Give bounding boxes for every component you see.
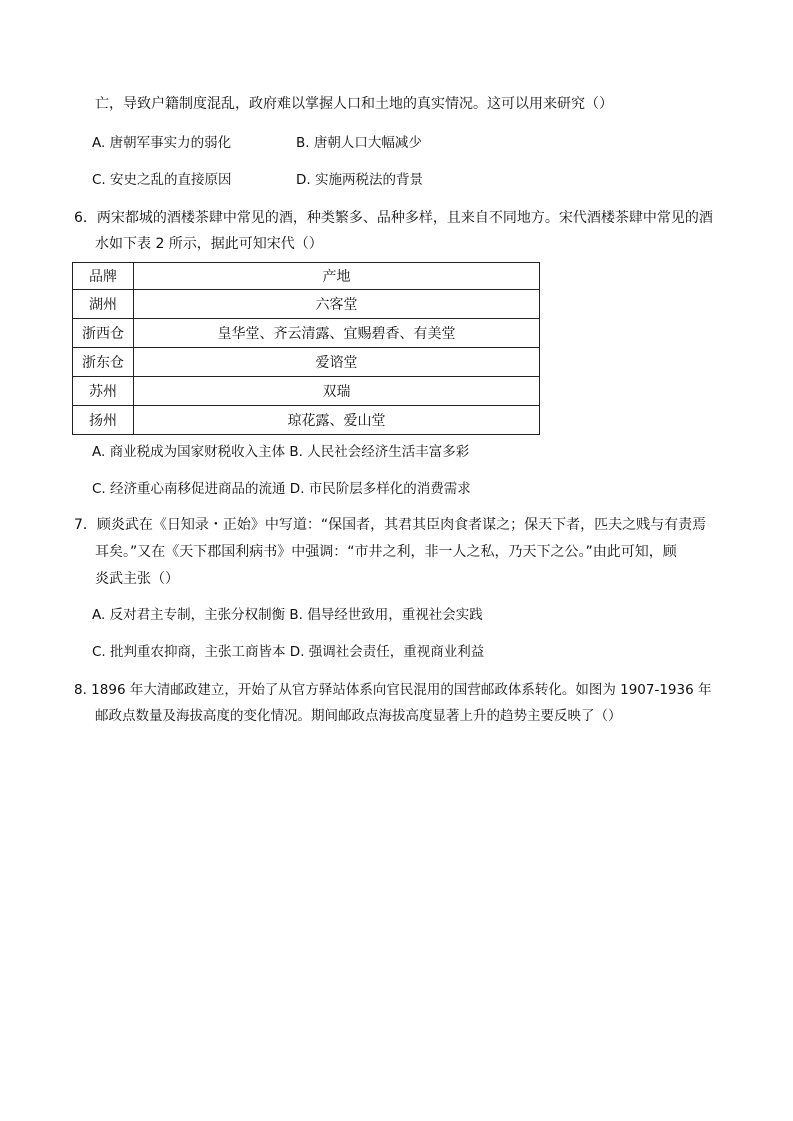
- q6-options-cd: C. 经济重心南移促进商品的流通 D. 市民阶层多样化的消费需求: [92, 481, 471, 497]
- q6-options-ab: A. 商业税成为国家财税收入主体 B. 人民社会经济生活丰富多彩: [92, 444, 470, 460]
- q7-stem-line1: 7．顾炎武在《日知录・正始》中写道：“保国者，其君其臣肉食者谋之；保天下者，匹夫之贱与有责焉: [74, 517, 707, 533]
- wine-table: [72, 262, 540, 435]
- table-row: [73, 406, 540, 435]
- table-cell: 浙东仓: [73, 348, 134, 377]
- q7-options-cd: C. 批判重农抑商，主张工商皆本 D. 强调社会责任，重视商业利益: [92, 644, 485, 660]
- table-row: [73, 290, 540, 319]
- table-header-row: [73, 263, 540, 290]
- q8-stem-line2: 邮政点数量及海拔高度的变化情况。期间邮政点海拔高度显著上升的趋势主要反映了（）: [95, 708, 622, 724]
- q5-option-c: C. 安史之乱的直接原因: [92, 172, 232, 188]
- table-cell: 双瑞: [134, 377, 540, 406]
- q5-option-d: D. 实施两税法的背景: [296, 172, 423, 188]
- q7-stem-line2: 耳矣。”又在《天下郡国利病书》中强调：“市井之利，非一人之私，乃天下之公。”由此可知，顾: [95, 544, 677, 560]
- table-row: [73, 348, 540, 377]
- q5-stem-tail: 亡，导致户籍制度混乱，政府难以掌握人口和土地的真实情况。这可以用来研究（）: [95, 96, 613, 112]
- table-cell: 浙西仓: [73, 319, 134, 348]
- q5-option-b: B. 唐朝人口大幅减少: [296, 135, 422, 151]
- table-cell: 六客堂: [134, 290, 540, 319]
- table-header-cell: 品牌: [73, 263, 134, 290]
- q7-options-ab: A. 反对君主专制，主张分权制衡 B. 倡导经世致用，重视社会实践: [92, 607, 483, 623]
- table-cell: 苏州: [73, 377, 134, 406]
- q7-stem-line3: 炎武主张（）: [95, 571, 179, 587]
- table-cell: 皇华堂、齐云清露、宜赐碧香、有美堂: [134, 319, 540, 348]
- q6-stem-line2: 水如下表 2 所示，据此可知宋代（）: [95, 236, 323, 252]
- table-row: [73, 319, 540, 348]
- table-cell: 湖州: [73, 290, 134, 319]
- q8-stem-line1: 8. 1896 年大清邮政建立，开始了从官方驿站体系向官民混用的国营邮政体系转化。如图为 1907-1936 年: [74, 682, 712, 698]
- q5-option-a: A. 唐朝军事实力的弱化: [92, 135, 232, 151]
- table-row: [73, 377, 540, 406]
- table-cell: 扬州: [73, 406, 134, 435]
- table-header-cell: 产地: [134, 263, 540, 290]
- table-cell: 爱谘堂: [134, 348, 540, 377]
- table-cell: 琼花露、爱山堂: [134, 406, 540, 435]
- q6-stem-line1: 6．两宋都城的酒楼茶肆中常见的酒，种类繁多、品种多样，且来自不同地方。宋代酒楼茶肆中常见的酒: [74, 210, 713, 226]
